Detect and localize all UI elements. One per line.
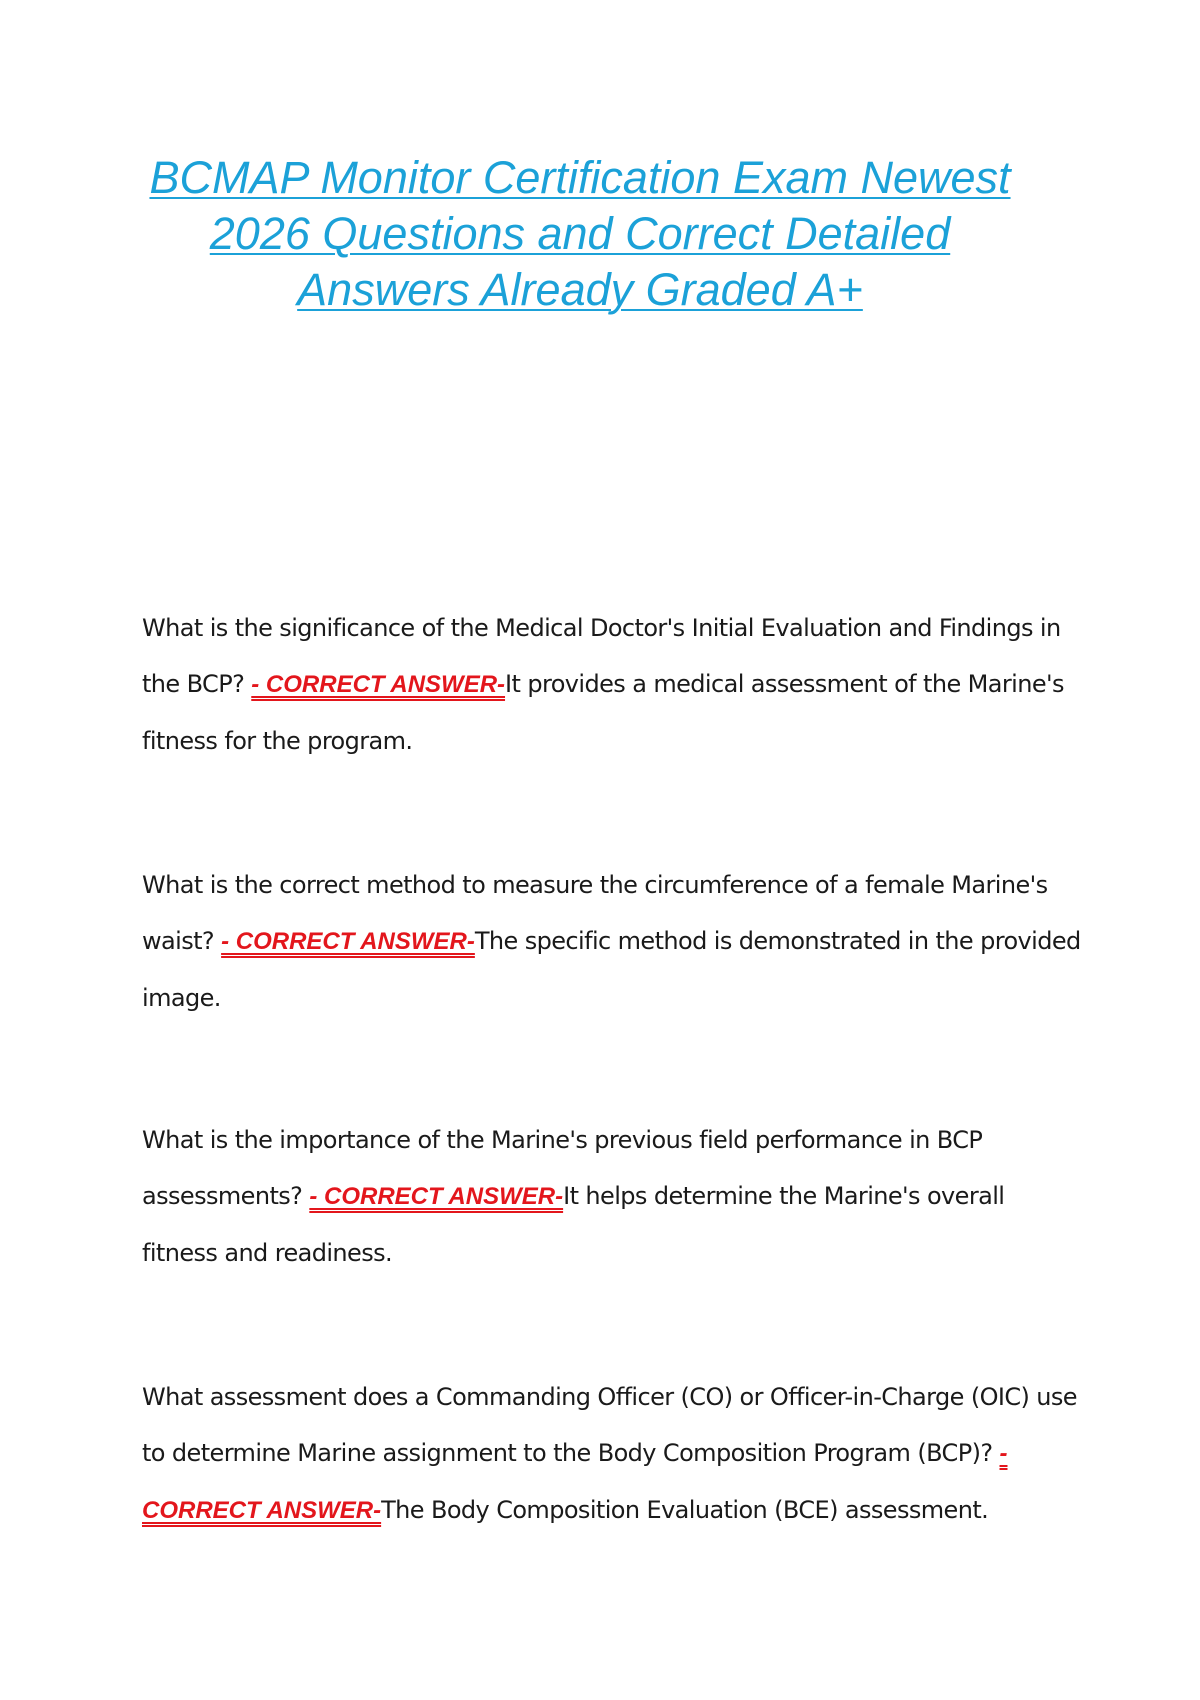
question-text: What is the importance of the Marine's previous field performance in BCP assessments? (142, 1126, 983, 1210)
correct-answer-label: - CORRECT ANSWER- (251, 671, 506, 698)
correct-answer-label: - CORRECT ANSWER- (309, 1183, 564, 1210)
answer-text: The Body Composition Evaluation (BCE) assessment. (381, 1496, 989, 1524)
answer-text: The specific method is demonstrated in the provided image. (142, 927, 1081, 1012)
correct-answer-label: - CORRECT ANSWER- (142, 1440, 1008, 1524)
question-text: What is the correct method to measure the circumference of a female Marine's waist? (142, 871, 1048, 955)
question-text: What is the significance of the Medical Doctor's Initial Evaluation and Findings in the BCP? (142, 614, 1061, 698)
answer-text: It helps determine the Marine's overall fitness and readiness. (142, 1182, 1005, 1267)
correct-answer-label: - CORRECT ANSWER- (221, 928, 475, 955)
answer-text: It provides a medical assessment of the Marine's fitness for the program. (142, 670, 1064, 755)
qa-item (142, 1112, 1082, 1281)
qa-item (142, 600, 1082, 769)
document-title (120, 150, 1040, 318)
qa-item (142, 857, 1082, 1026)
question-text: What assessment does a Commanding Officer (CO) or Officer-in-Charge (OIC) use to determine Marine assignment to the Body Composition Program (BCP)? (142, 1383, 1077, 1467)
document-title-link[interactable]: BCMAP Monitor Certification Exam Newest 2026 Questions and Correct Detailed Answers Already Graded A+ (149, 152, 1011, 315)
qa-item (142, 1369, 1082, 1539)
